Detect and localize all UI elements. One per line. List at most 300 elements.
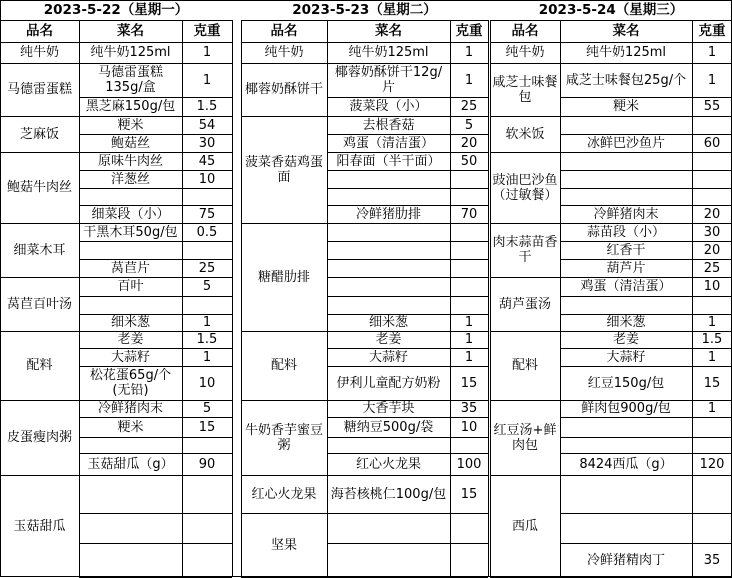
ingredient-name: 冷鲜猪肉末: [97, 401, 163, 416]
grid-hline: [560, 331, 732, 332]
column-header-caiming: 菜名: [612, 22, 640, 39]
ingredient-weight: 1: [202, 315, 212, 330]
dish-name: 椰蓉奶酥饼干: [244, 82, 323, 97]
ingredient-weight: 50: [460, 153, 478, 169]
grid-hline: [560, 170, 732, 171]
grid-hline: [560, 348, 732, 349]
grid-hline: [0, 400, 79, 401]
grid-hline: [327, 223, 488, 224]
grid-hline: [560, 296, 732, 297]
ingredient-weight: 1.5: [196, 99, 218, 114]
ingredient-name: [327, 513, 450, 543]
grid-hline: [327, 453, 488, 454]
date-header: 2023-5-23（星期二）: [292, 1, 437, 18]
grid-hline: [79, 152, 232, 153]
ingredient-weight: 1: [464, 349, 474, 365]
ingredient-weight: [692, 296, 732, 314]
grid-hline: [241, 513, 327, 514]
ingredient-weight: 1: [707, 401, 717, 416]
grid-hline: [79, 97, 232, 98]
ingredient-weight: 1: [202, 349, 212, 365]
ingredient-weight: 10: [703, 279, 721, 294]
grid-hline: [490, 42, 732, 43]
grid-hline: [79, 170, 232, 171]
ingredient-weight: 20: [460, 135, 478, 151]
ingredient-name: [560, 116, 692, 134]
grid-hline: [327, 63, 488, 64]
ingredient-name: [327, 223, 450, 241]
ingredient-name: 原味牛肉丝: [97, 153, 163, 169]
grid-vline: [232, 20, 233, 577]
grid-hline: [327, 400, 488, 401]
grid-hline: [79, 116, 232, 117]
grid-hline: [560, 152, 732, 153]
dish-name: 配料: [270, 358, 297, 373]
ingredient-name: 纯牛奶125ml: [348, 45, 429, 60]
column-header-kezhong: 克重: [193, 22, 221, 39]
column-header-kezhong: 克重: [698, 22, 726, 39]
dish-name: 糖醋肋排: [257, 269, 310, 285]
grid-hline: [79, 241, 232, 242]
ingredient-weight: [692, 437, 732, 453]
ingredient-name: 老姜: [612, 332, 639, 347]
ingredient-weight: 1: [464, 72, 474, 88]
ingredient-name: 粳米: [117, 419, 144, 435]
ingredient-weight: [450, 277, 488, 296]
ingredient-name: [327, 437, 450, 453]
ingredient-name: [79, 543, 182, 577]
ingredient-weight: [692, 152, 732, 170]
grid-hline: [0, 116, 79, 117]
ingredient-name: 老姜: [117, 332, 144, 347]
ingredient-weight: 5: [202, 401, 212, 416]
grid-hline: [490, 475, 560, 476]
ingredient-weight: 15: [198, 419, 216, 435]
ingredient-name: 红心火龙果: [355, 456, 421, 472]
column-header-caiming: 菜名: [117, 22, 144, 39]
dish-name: 软米饭: [505, 126, 545, 142]
grid-vline: [0, 0, 1, 577]
grid-hline: [560, 453, 732, 454]
ingredient-weight: [450, 223, 488, 241]
ingredient-name: 莴苣片: [110, 260, 150, 276]
ingredient-weight: [450, 241, 488, 259]
ingredient-weight: [182, 513, 232, 543]
ingredient-name: [327, 188, 450, 205]
ingredient-weight: [692, 513, 732, 543]
grid-hline: [0, 277, 79, 278]
ingredient-name: 细米葱: [368, 315, 408, 330]
ingredient-name: 洋葱丝: [110, 171, 150, 187]
ingredient-weight: [450, 437, 488, 453]
grid-hline: [327, 417, 488, 418]
grid-hline: [241, 475, 327, 476]
grid-hline: [560, 400, 732, 401]
ingredient-name: 纯牛奶125ml: [90, 45, 171, 60]
ingredient-weight: 90: [198, 456, 216, 472]
ingredient-weight: 1.5: [196, 332, 218, 347]
grid-hline: [0, 0, 732, 1]
ingredient-weight: 1: [464, 315, 474, 330]
grid-hline: [327, 205, 488, 206]
ingredient-weight: [450, 543, 488, 577]
ingredient-weight: 1: [464, 45, 474, 60]
column-header-kezhong: 克重: [455, 22, 483, 39]
ingredient-weight: 15: [460, 375, 478, 391]
ingredient-name: [560, 170, 692, 188]
grid-hline: [327, 348, 488, 349]
grid-hline: [560, 205, 732, 206]
ingredient-weight: [450, 170, 488, 188]
ingredient-weight: 0.5: [196, 224, 218, 240]
grid-hline: [560, 543, 732, 544]
grid-hline: [79, 296, 232, 297]
grid-hline: [560, 513, 732, 514]
column-header-caiming: 菜名: [375, 22, 402, 39]
ingredient-name: 8424西瓜（g）: [579, 456, 673, 472]
grid-hline: [241, 331, 327, 332]
date-header: 2023-5-22（星期一）: [43, 1, 189, 18]
dish-name: 细菜木耳: [13, 242, 66, 258]
grid-hline: [327, 366, 488, 367]
grid-hline: [79, 223, 232, 224]
grid-hline: [327, 97, 488, 98]
grid-hline: [79, 277, 232, 278]
ingredient-name: 细菜段（小）: [91, 206, 170, 222]
column-header-pinming: 品名: [26, 22, 53, 39]
ingredient-weight: 1.5: [701, 332, 723, 347]
ingredient-weight: 25: [460, 99, 478, 114]
ingredient-weight: 15: [460, 486, 478, 502]
ingredient-weight: 20: [703, 206, 721, 222]
ingredient-weight: [692, 475, 732, 513]
ingredient-name: 菠菜段（小）: [349, 99, 428, 114]
ingredient-weight: 10: [460, 419, 478, 435]
grid-hline: [0, 475, 79, 476]
dish-name: 红豆汤+鲜肉包: [493, 422, 557, 453]
grid-hline: [79, 259, 232, 260]
ingredient-name: 鲜肉包900g/包: [581, 401, 671, 416]
ingredient-name: 冷鲜猪肉末: [593, 206, 659, 222]
dish-name: 纯牛奶: [19, 45, 59, 60]
ingredient-name: [327, 277, 450, 296]
ingredient-name: 细米葱: [606, 315, 646, 330]
dish-name: 皮蛋瘦肉粥: [6, 430, 72, 445]
ingredient-name: [327, 259, 450, 277]
ingredient-weight: 30: [703, 224, 721, 240]
grid-hline: [327, 314, 488, 315]
grid-hline: [79, 348, 232, 349]
ingredient-weight: 55: [703, 99, 721, 114]
grid-hline: [79, 366, 232, 367]
grid-hline: [560, 188, 732, 189]
grid-hline: [490, 116, 560, 117]
ingredient-name: 去根香菇: [362, 117, 415, 133]
ingredient-name: 粳米: [117, 117, 144, 133]
grid-hline: [560, 259, 732, 260]
ingredient-weight: 35: [703, 552, 721, 568]
ingredient-weight: [692, 417, 732, 437]
ingredient-name: 松花蛋65g/个(无铅): [89, 368, 172, 398]
ingredient-name: [79, 475, 182, 513]
grid-hline: [79, 543, 232, 544]
dish-name: 肉末蒜苗香干: [492, 235, 558, 265]
ingredient-name: 大蒜籽: [110, 349, 150, 365]
grid-hline: [327, 513, 488, 514]
grid-vline: [450, 20, 451, 577]
grid-vline: [241, 20, 242, 577]
ingredient-name: 海苔核桃仁100g/包: [330, 486, 447, 502]
column-header-pinming: 品名: [511, 22, 539, 39]
grid-hline: [79, 453, 232, 454]
grid-hline: [490, 20, 732, 21]
ingredient-name: 大蒜籽: [606, 349, 646, 365]
grid-vline: [79, 20, 80, 577]
ingredient-name: [327, 543, 450, 577]
ingredient-weight: [692, 116, 732, 134]
ingredient-name: 红豆150g/包: [587, 375, 665, 391]
ingredient-weight: [182, 241, 232, 259]
dish-name: 马德雷蛋糕: [6, 82, 72, 97]
ingredient-name: 鲍菇丝: [110, 135, 150, 151]
grid-hline: [327, 277, 488, 278]
ingredient-weight: [450, 513, 488, 543]
ingredient-weight: 100: [456, 456, 482, 472]
ingredient-weight: 1: [707, 349, 717, 365]
grid-hline: [0, 20, 232, 21]
ingredient-name: [79, 188, 182, 205]
grid-hline: [490, 152, 560, 153]
grid-vline: [490, 20, 491, 577]
ingredient-name: 葫芦片: [606, 260, 646, 276]
grid-hline: [327, 116, 488, 117]
grid-hline: [327, 152, 488, 153]
ingredient-weight: 10: [198, 171, 216, 187]
ingredient-weight: [182, 543, 232, 577]
ingredient-name: 细米葱: [110, 315, 150, 330]
date-header: 2023-5-24（星期三）: [538, 1, 684, 18]
ingredient-weight: 15: [703, 375, 721, 391]
grid-vline: [692, 20, 693, 577]
grid-hline: [241, 223, 327, 224]
dish-name: 纯牛奶: [505, 45, 545, 60]
grid-hline: [327, 241, 488, 242]
ingredient-name: 玉菇甜瓜（g）: [87, 456, 174, 472]
ingredient-name: 冷鲜猪精肉丁: [586, 552, 665, 568]
ingredient-name: [327, 170, 450, 188]
ingredient-weight: 75: [198, 206, 216, 222]
ingredient-weight: 1: [202, 45, 212, 60]
ingredient-weight: 25: [703, 260, 721, 276]
ingredient-name: [79, 437, 182, 453]
ingredient-weight: 25: [198, 260, 216, 276]
ingredient-name: 冷鲜猪肋排: [355, 206, 421, 222]
dish-name: 纯牛奶: [264, 45, 304, 60]
grid-hline: [560, 63, 732, 64]
grid-hline: [490, 331, 560, 332]
ingredient-weight: 70: [460, 206, 478, 222]
grid-hline: [241, 63, 327, 64]
ingredient-name: 伊利儿童配方奶粉: [336, 375, 441, 391]
dish-name: 鲍菇牛肉丝: [6, 180, 72, 195]
grid-vline: [488, 20, 489, 577]
grid-hline: [560, 116, 732, 117]
dish-name: 坚果: [270, 537, 297, 553]
grid-hline: [241, 20, 488, 21]
ingredient-weight: 1: [202, 72, 212, 88]
grid-hline: [560, 134, 732, 135]
grid-hline: [490, 400, 560, 401]
ingredient-weight: [182, 437, 232, 453]
grid-hline: [490, 63, 560, 64]
ingredient-weight: 1: [464, 332, 474, 347]
dish-name: 红心火龙果: [251, 486, 317, 502]
grid-hline: [560, 223, 732, 224]
ingredient-name: 老姜: [375, 332, 402, 347]
ingredient-weight: [182, 475, 232, 513]
ingredient-weight: [182, 296, 232, 314]
ingredient-name: 黑芝麻150g/包: [85, 99, 176, 114]
dish-name: 西瓜: [511, 518, 538, 534]
ingredient-weight: 5: [464, 117, 474, 133]
ingredient-name: 马德雷蛋糕135g/盒: [97, 65, 163, 95]
ingredient-weight: [450, 259, 488, 277]
grid-hline: [241, 400, 327, 401]
grid-hline: [560, 475, 732, 476]
dish-name: 芝麻饭: [19, 126, 59, 142]
ingredient-weight: [450, 188, 488, 205]
ingredient-name: 鸡蛋（清洁蛋）: [580, 279, 672, 294]
ingredient-name: 冰鲜巴沙鱼片: [586, 135, 665, 151]
ingredient-weight: [450, 296, 488, 314]
grid-hline: [79, 205, 232, 206]
ingredient-name: 糖纳豆500g/袋: [343, 419, 434, 435]
ingredient-name: 纯牛奶125ml: [585, 45, 667, 60]
grid-hline: [0, 152, 79, 153]
dish-name: 菠菜香菇鸡蛋面: [244, 154, 323, 185]
ingredient-name: [560, 188, 692, 205]
ingredient-name: 粳米: [612, 99, 639, 114]
grid-hline: [560, 437, 732, 438]
ingredient-weight: 20: [703, 242, 721, 258]
grid-hline: [327, 543, 488, 544]
ingredient-name: [560, 437, 692, 453]
dish-name: 配料: [511, 358, 538, 373]
grid-hline: [490, 277, 560, 278]
ingredient-weight: 10: [198, 375, 216, 391]
ingredient-name: 椰蓉奶酥饼干12g/片: [334, 65, 443, 95]
grid-hline: [327, 259, 488, 260]
ingredient-name: [560, 475, 692, 513]
ingredient-name: 大香芋块: [362, 401, 415, 416]
grid-hline: [560, 97, 732, 98]
ingredient-weight: 60: [703, 135, 721, 151]
grid-hline: [79, 417, 232, 418]
grid-hline: [79, 513, 232, 514]
ingredient-name: 红香干: [606, 242, 646, 258]
grid-hline: [327, 170, 488, 171]
grid-hline: [327, 188, 488, 189]
ingredient-weight: [182, 188, 232, 205]
ingredient-weight: 54: [198, 117, 216, 133]
ingredient-name: 干黑木耳50g/包: [83, 224, 178, 240]
grid-hline: [241, 116, 327, 117]
ingredient-name: 阳春面（半干面）: [336, 153, 441, 169]
grid-hline: [0, 63, 79, 64]
ingredient-weight: 1: [707, 315, 717, 330]
ingredient-name: 蒜苗段（小）: [586, 224, 665, 240]
grid-hline: [79, 475, 232, 476]
dish-name: 牛奶香芋蜜豆粥: [244, 422, 323, 453]
dish-name: 玉菇甜瓜: [13, 518, 66, 534]
ingredient-name: 大蒜籽: [368, 349, 408, 365]
ingredient-name: [327, 296, 450, 314]
grid-hline: [79, 188, 232, 189]
ingredient-name: 鸡蛋（清洁蛋）: [342, 135, 434, 151]
grid-hline: [79, 134, 232, 135]
grid-hline: [327, 296, 488, 297]
ingredient-weight: [692, 170, 732, 188]
grid-hline: [0, 42, 232, 43]
ingredient-weight: 30: [198, 135, 216, 151]
grid-hline: [79, 400, 232, 401]
grid-hline: [560, 417, 732, 418]
grid-vline: [327, 20, 328, 577]
ingredient-weight: 1: [707, 72, 717, 88]
ingredient-name: [560, 296, 692, 314]
grid-hline: [560, 314, 732, 315]
ingredient-weight: 5: [202, 279, 212, 294]
ingredient-name: 百叶: [117, 279, 144, 294]
grid-hline: [327, 331, 488, 332]
grid-hline: [327, 437, 488, 438]
grid-hline: [560, 241, 732, 242]
ingredient-weight: 35: [460, 401, 478, 416]
dish-name: 葫芦蛋汤: [498, 296, 551, 312]
ingredient-name: [560, 417, 692, 437]
grid-hline: [327, 475, 488, 476]
grid-hline: [490, 223, 560, 224]
ingredient-name: [327, 241, 450, 259]
column-header-pinming: 品名: [270, 22, 298, 39]
dish-name: 莴苣百叶汤: [6, 296, 72, 312]
grid-vline: [182, 20, 183, 577]
grid-hline: [241, 42, 488, 43]
ingredient-weight: 1: [707, 45, 717, 60]
ingredient-name: [560, 513, 692, 543]
ingredient-name: [79, 241, 182, 259]
ingredient-name: [560, 152, 692, 170]
dish-name: 咸芝士味餐包: [492, 74, 558, 105]
ingredient-name: 咸芝士味餐包25g/个: [565, 72, 687, 88]
ingredient-weight: 45: [198, 153, 216, 169]
ingredient-name: [79, 513, 182, 543]
dish-name: 豉油巴沙鱼（过敏餐）: [492, 172, 558, 203]
grid-hline: [79, 63, 232, 64]
grid-hline: [79, 331, 232, 332]
grid-vline: [560, 20, 561, 577]
dish-name: 配料: [26, 358, 53, 373]
grid-hline: [560, 366, 732, 367]
grid-hline: [79, 437, 232, 438]
grid-hline: [0, 331, 79, 332]
grid-hline: [0, 223, 79, 224]
grid-hline: [79, 314, 232, 315]
ingredient-weight: 120: [699, 456, 725, 472]
grid-hline: [327, 134, 488, 135]
ingredient-weight: [692, 188, 732, 205]
ingredient-name: [79, 296, 182, 314]
